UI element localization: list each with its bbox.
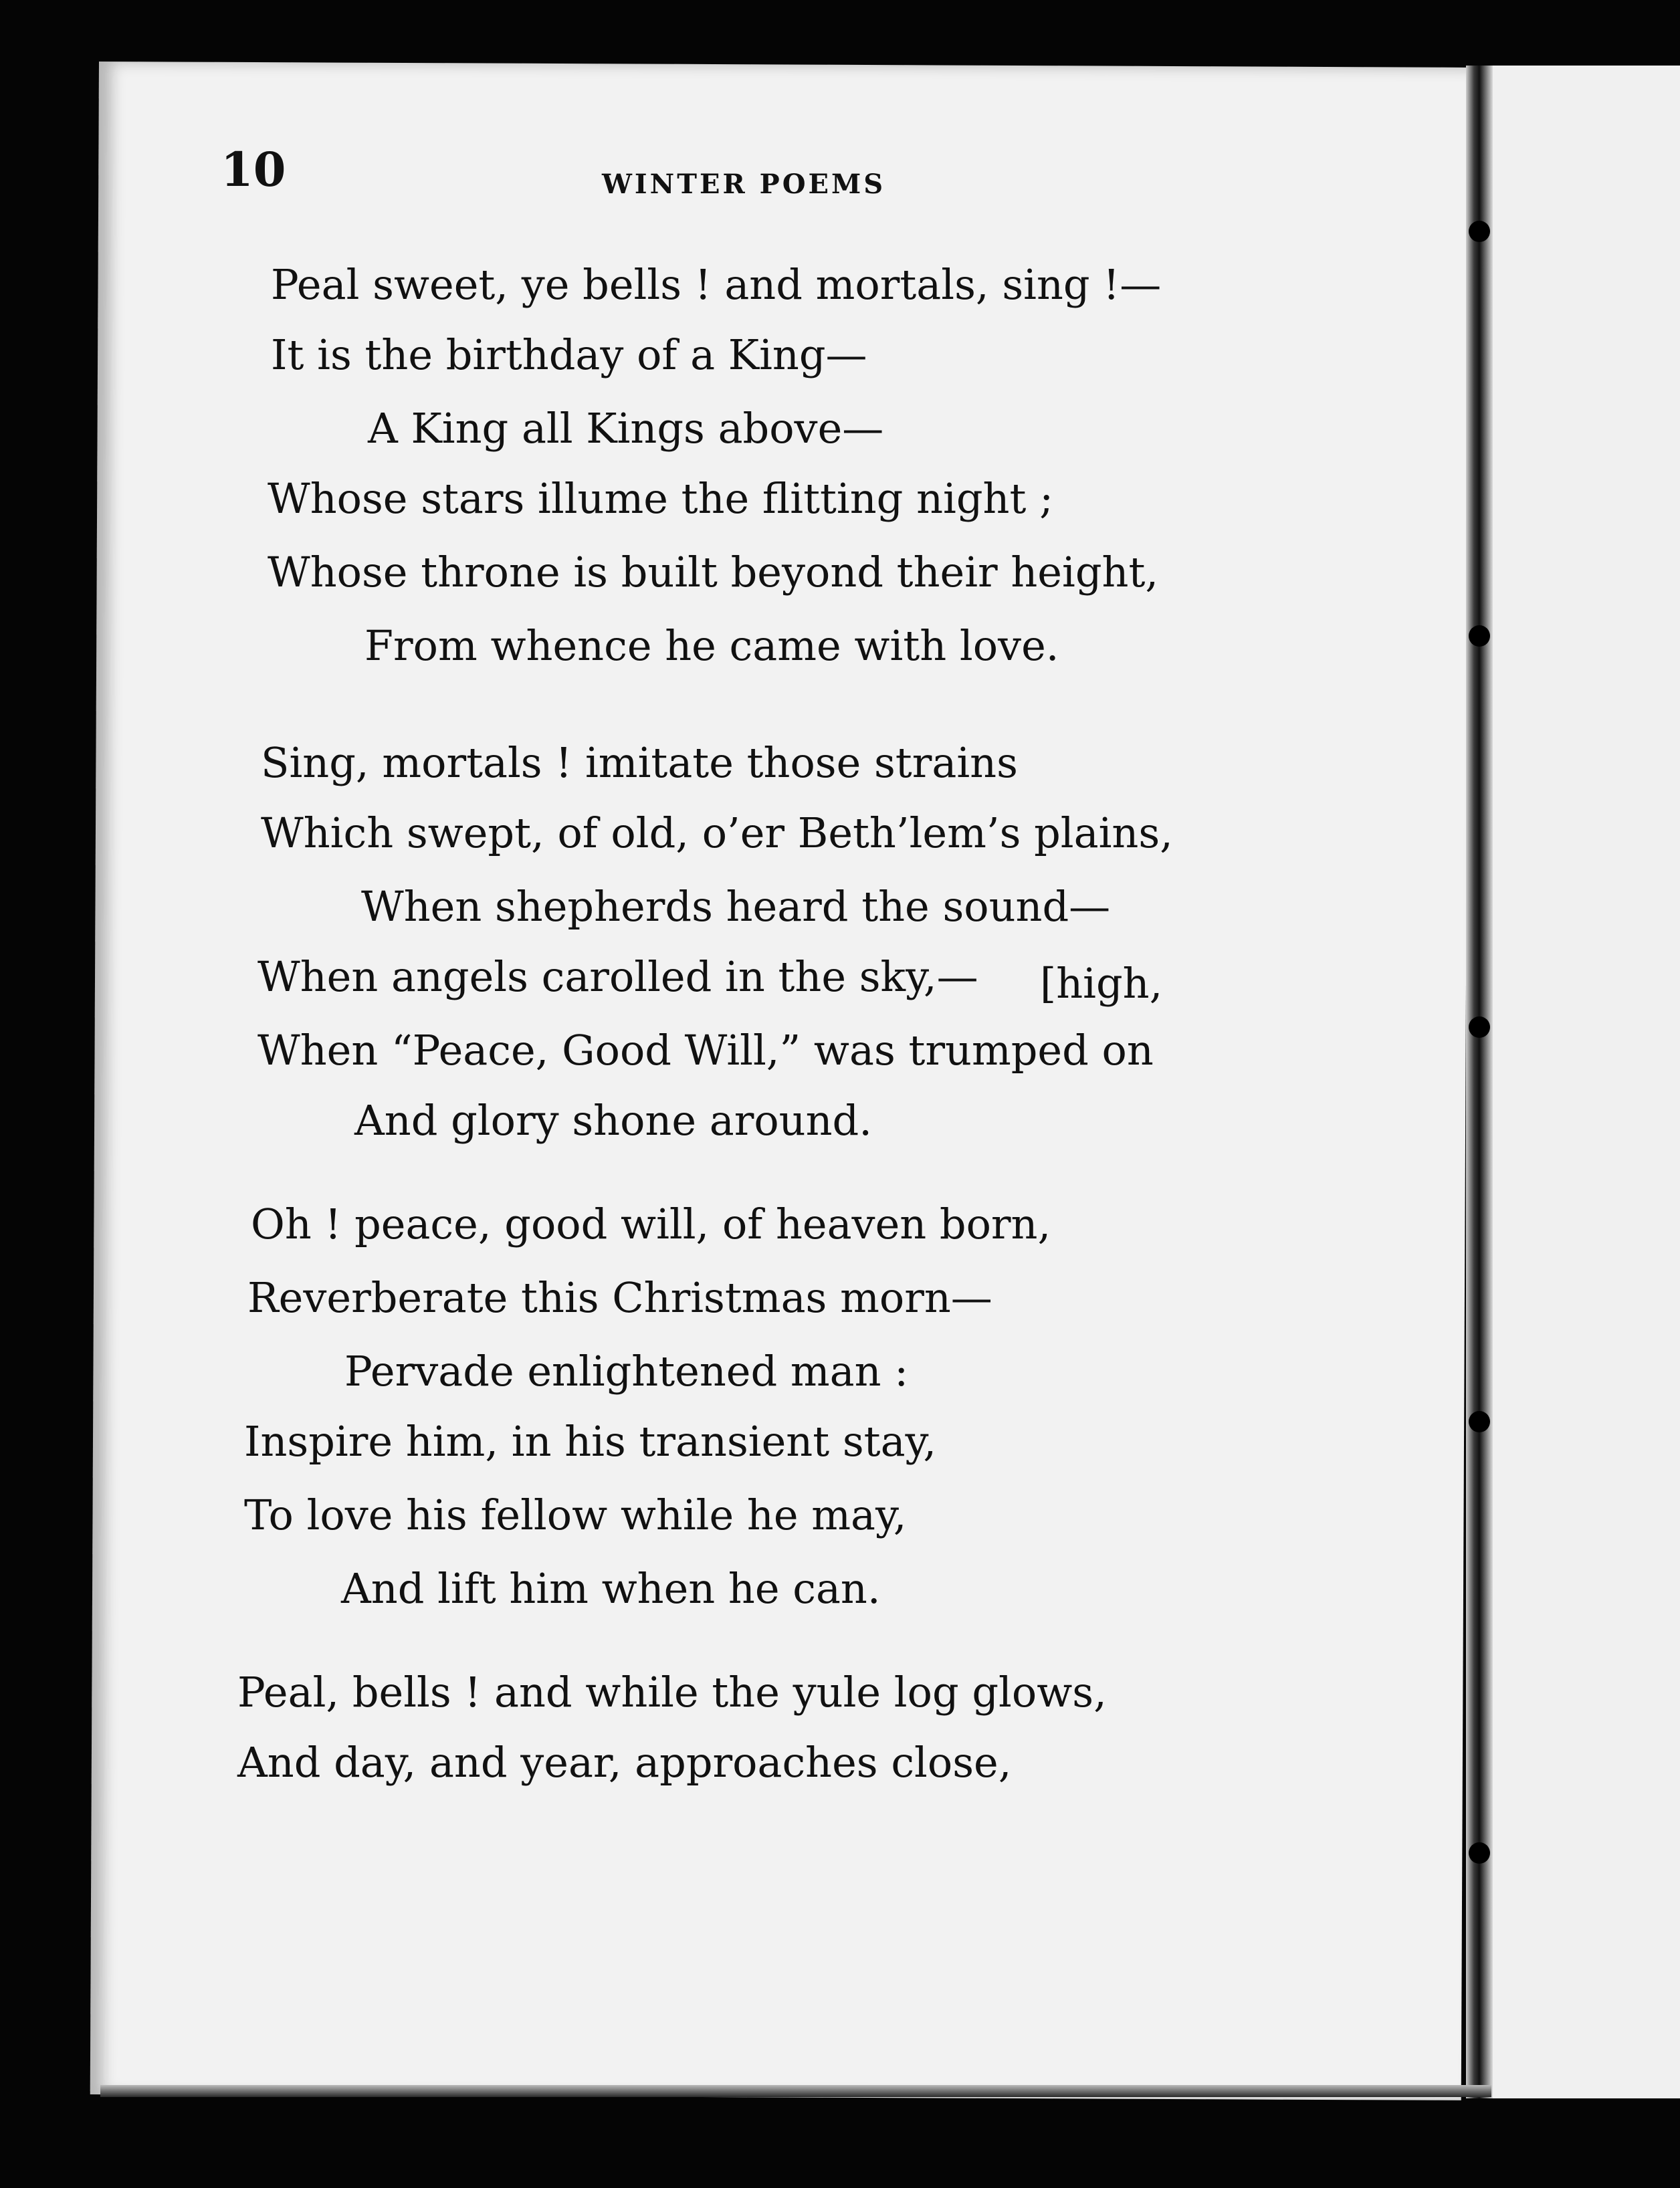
page-number: 10 xyxy=(221,142,286,197)
poem-line: Sing, mortals ! imitate those strains xyxy=(261,738,1018,787)
poem-line: And lift him when he can. xyxy=(341,1564,881,1613)
binding-stitch xyxy=(1469,1016,1490,1038)
binding-stitch xyxy=(1469,625,1490,647)
facing-page-edge xyxy=(1478,66,1680,2098)
poem-line: A King all Kings above— xyxy=(368,404,884,453)
poem-line: Peal sweet, ye bells ! and mortals, sing !— xyxy=(271,260,1162,309)
poem-line: It is the birthday of a King— xyxy=(271,330,867,379)
poem-line: Oh ! peace, good will, of heaven born, xyxy=(251,1200,1051,1248)
poem-line: When angels carolled in the sky,— xyxy=(257,952,978,1001)
poem-line: And glory shone around. xyxy=(354,1096,872,1145)
poem-line: When shepherds heard the sound— xyxy=(361,882,1111,931)
poem-line: Reverberate this Christmas morn— xyxy=(247,1273,992,1322)
poem-line: Pervade enlightened man : xyxy=(344,1347,909,1396)
poem-line: Which swept, of old, o’er Beth’lem’s plains, xyxy=(261,808,1173,857)
poem-line: When “Peace, Good Will,” was trumped on xyxy=(257,1026,1154,1075)
poem-line: Inspire him, in his transient stay, xyxy=(244,1417,937,1466)
turnover-word: [high, xyxy=(1040,959,1163,1008)
poem-line: To love his fellow while he may, xyxy=(244,1491,907,1539)
poem-line: Whose throne is built beyond their height, xyxy=(268,548,1159,596)
poem-line: Peal, bells ! and while the yule log glows, xyxy=(237,1668,1107,1717)
book-gutter xyxy=(1466,66,1493,2098)
poem-line: Whose stars illume the flitting night ; xyxy=(268,474,1053,523)
binding-stitch xyxy=(1469,1411,1490,1432)
binding-stitch xyxy=(1469,221,1490,242)
binding-stitch xyxy=(1469,1842,1490,1864)
poem-line: And day, and year, approaches close, xyxy=(237,1738,1012,1787)
poem-line: From whence he came with love. xyxy=(364,621,1059,670)
running-head xyxy=(221,134,1358,214)
page-bottom-edge xyxy=(100,2085,1491,2097)
running-title: WINTER POEMS xyxy=(602,169,886,200)
